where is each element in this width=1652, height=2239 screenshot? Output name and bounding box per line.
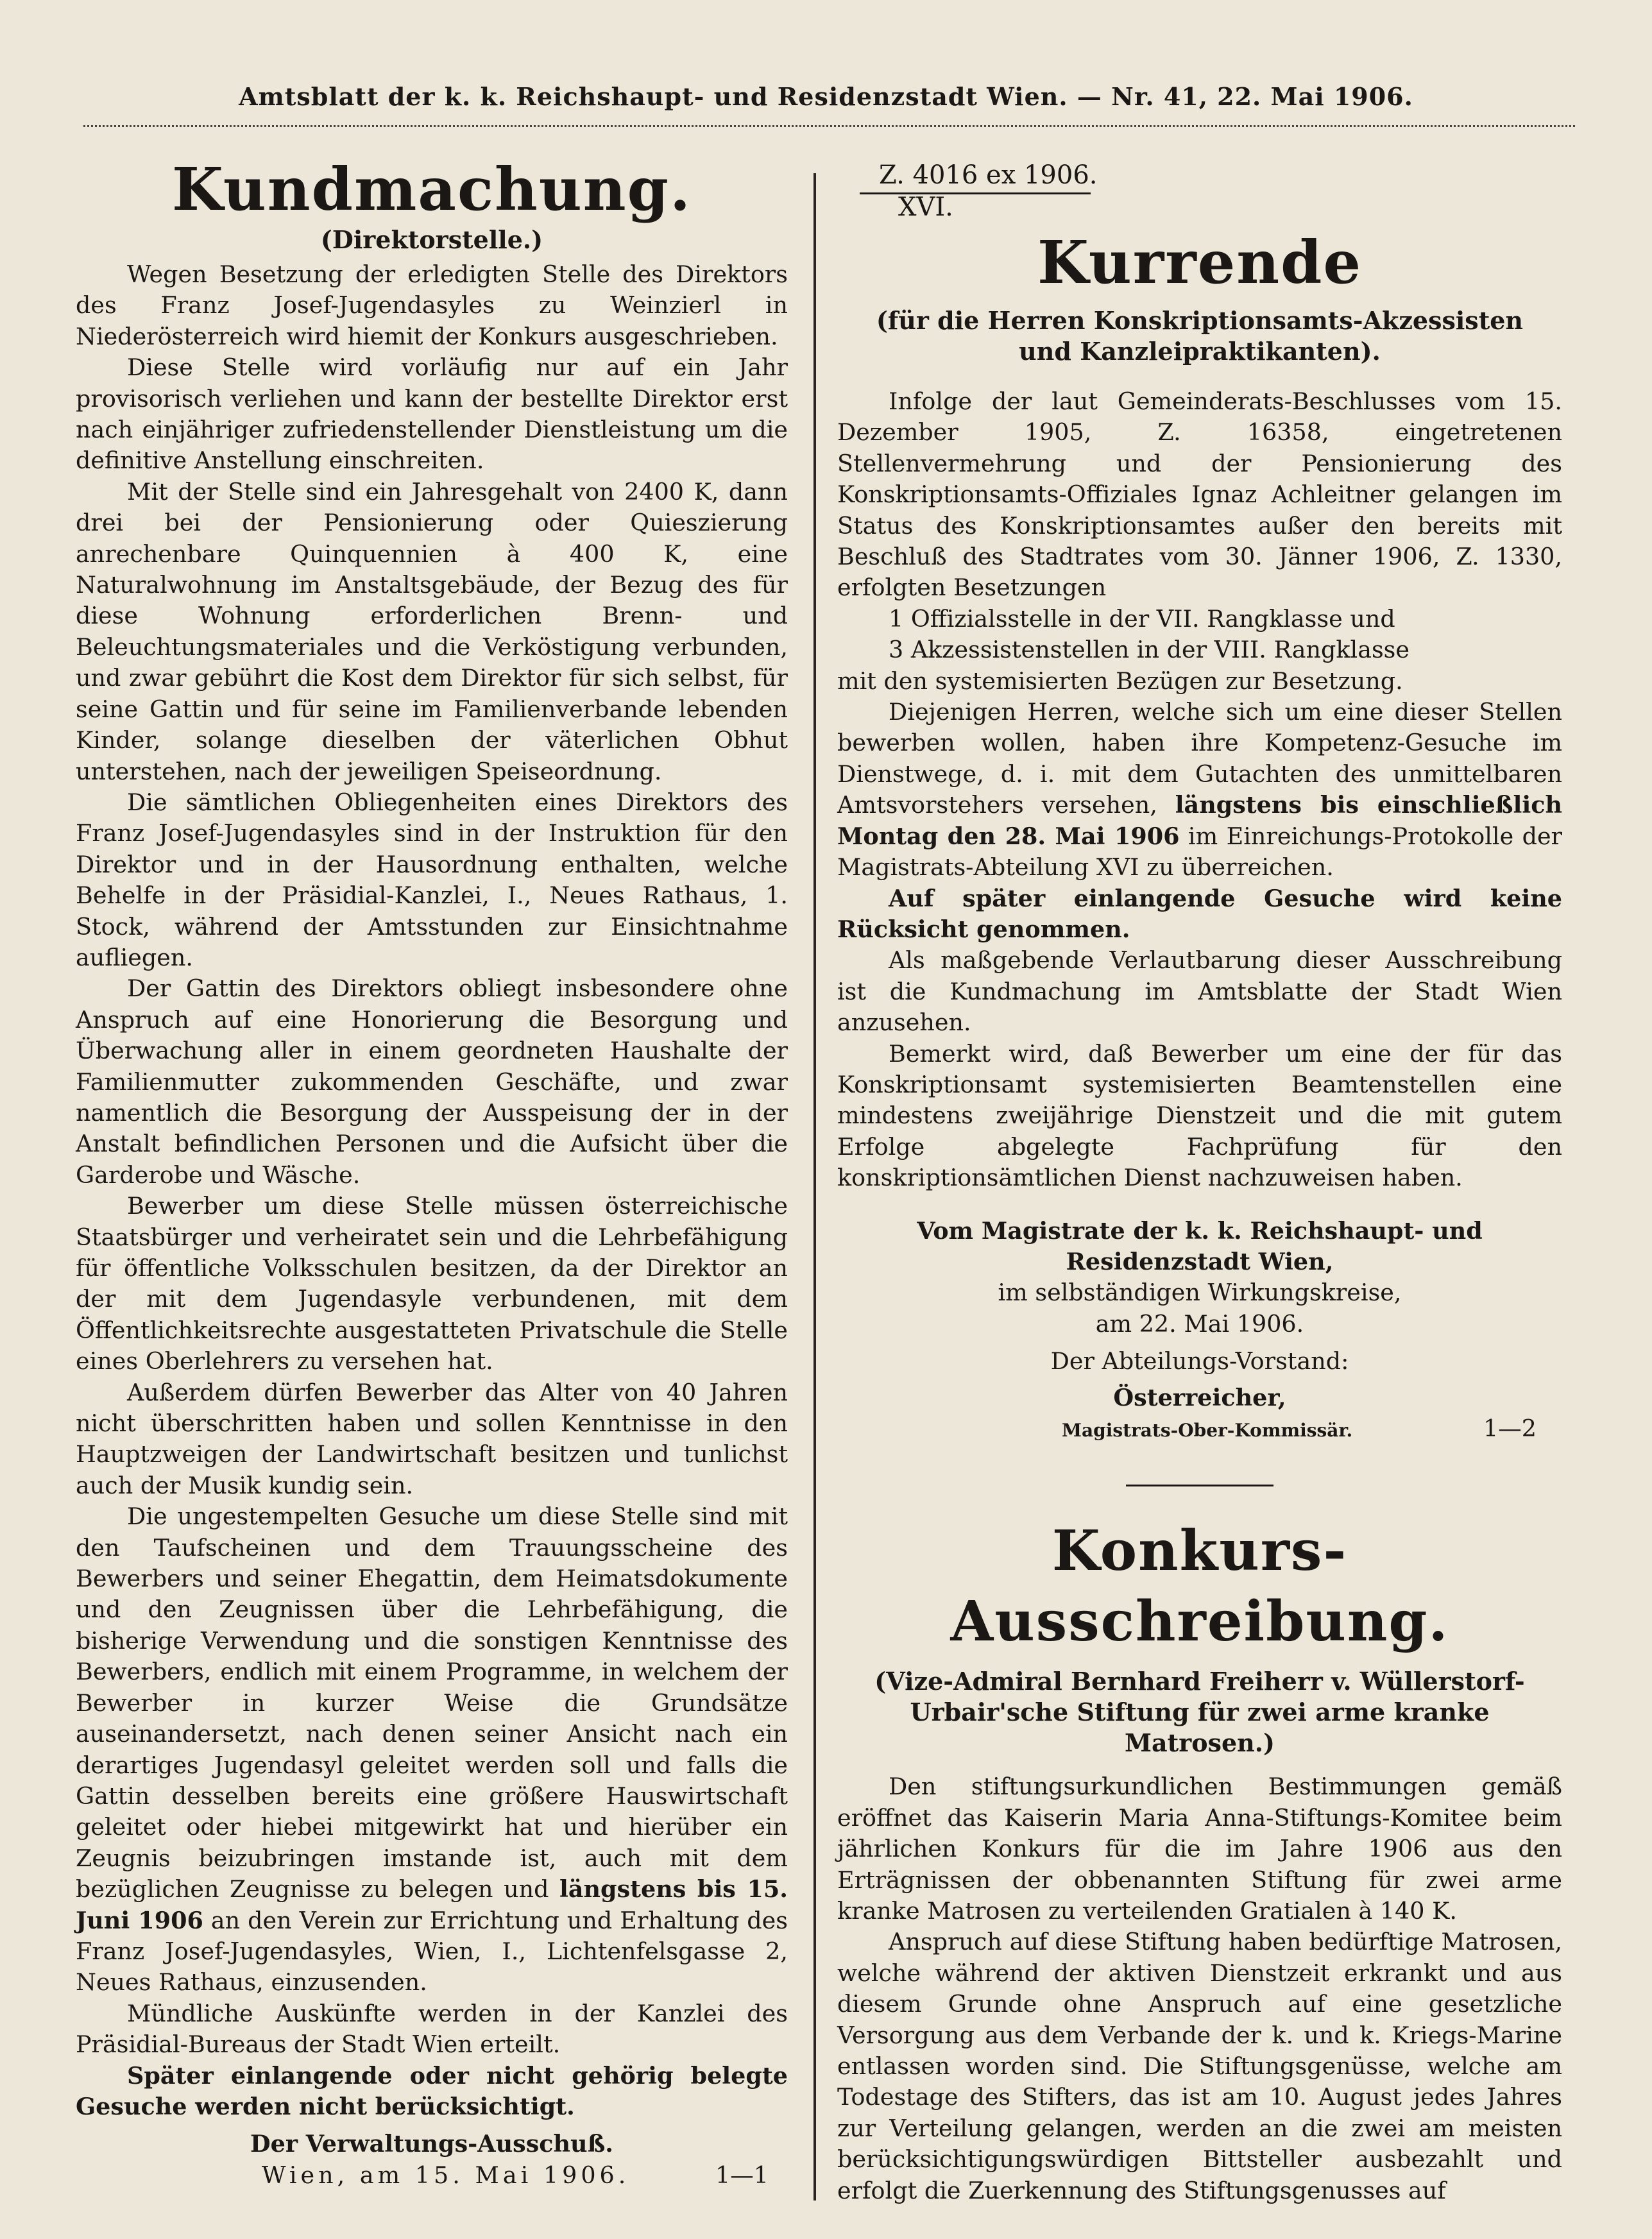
- paragraph: Als maßgebende Verlautbarung dieser Ausschreibung ist die Kundmachung im Amtsblatte der Stadt Wien anzusehen.: [837, 946, 1562, 1037]
- paragraph: Die sämtlichen Obliegenheiten eines Direktors des Franz Josef-Jugendasyles sind in der Instruktion für den Direktor und in der Hausordnung enthalten, welche Behelfe in der Präsidial-Kanzlei, I., Neues Rathaus, 1. Stock, während der Amtsstunden zur Einsichtnahme aufliegen.: [76, 788, 788, 971]
- paragraph: Anspruch auf diese Stiftung haben bedürftige Matrosen, welche während der aktiven Dienstzeit erkrankt und aus diesem Grunde ohne Anspruch auf eine gesetzliche Versorgung aus dem Verbande der k. und k. Kriegs-Marine entlassen worden sind. Die Stiftungsgenüsse, welche am Todestage des Stifters, das ist am 10. August jedes Jahres zur Verteilung gelangen, werden an die zwei am meisten berücksichtigungswürdigen Bittsteller ausbezahlt und erfolgt die Zuerkennung des Stiftungsgenusses auf: [837, 1928, 1562, 2204]
- paragraph: Bemerkt wird, daß Bewerber um eine der für das Konskriptionsamt systemisierten Beamtenstellen eine mindestens zweijährige Dienstzeit und die mit gutem Erfolge abgelegte Fachprüfung für den konskriptionsämtlichen Dienst nachzuweisen haben.: [837, 1039, 1562, 1192]
- ref-number: Z. 4016 ex 1906.: [879, 160, 1098, 190]
- paragraph: Bewerber um diese Stelle müssen österreichische Staatsbürger und verheiratet sein und die Lehrbefähigung für öffentliche Volksschulen besitzen, da der Direktor an der mit dem Jugendasyle verbundenen, mit dem Öffentlichkeitsrechte ausgestatteten Privatschule die Stelle eines Oberlehrers zu versehen hat.: [76, 1192, 788, 1375]
- konkurs-subtitle: (Vize-Admiral Bernhard Freiherr v. Wüllerstorf-Urbair'sche Stiftung für zwei arme kranke Matrosen.): [874, 1667, 1525, 1758]
- kundmachung-title: Kundmachung.: [171, 155, 692, 224]
- paragraph: Diese Stelle wird vorläufig nur auf ein Jahr provisorisch verliehen und kann der bestellte Direktor erst nach einjähriger zufriedenstellender Dienstleistung um die definitive Anstellung einschreiten.: [76, 353, 788, 475]
- kurrende-body: [837, 386, 1562, 1486]
- paragraph: [76, 1501, 788, 1998]
- konkurs-title: Konkurs-Ausschreibung.: [950, 1519, 1449, 1655]
- header-rule: [83, 125, 1575, 127]
- deadline-text: längstens bis einschließlich Montag den 28. Mai 1906: [837, 791, 1563, 850]
- signature: Der Verwaltungs-Ausschuß.: [250, 2130, 614, 2158]
- official-name: Österreicher,: [1113, 1383, 1286, 1411]
- paragraph: Mündliche Auskünfte werden in der Kanzlei des Präsidial-Bureaus der Stadt Wien erteilt.: [76, 1999, 788, 2059]
- deadline-text: längstens bis 15. Juni 1906: [76, 1875, 788, 1934]
- date-line: am 22. Mai 1906.: [1095, 1309, 1304, 1338]
- paragraph: mit den systemisierten Bezügen zur Besetzung.: [837, 667, 1403, 695]
- text-run: Die ungestempelten Gesuche um diese Stelle sind mit den Taufscheinen und dem Trauungsscheine des Bewerbers und seiner Ehegattin, dem Heimatsdokumente und den Zeugnissen über die Lehrbefähigung, die bisherige Verwendung und die sonstigen Kenntnisse des Bewerbers, endlich mit einem Programme, in welchem der Bewerber in kurzer Weise die Grundsätze auseinandersetzt, nach denen seiner Ansicht nach ein derartiges Jugendasyl geleitet werden soll und falls die Gattin desselben bereits eine größere Hauswirtschaft geleitet oder hiebei mitgewirkt hat und hierüber ein Zeugnis beizubringen imstande ist, auch mit dem bezüglichen Zeugnisse zu belegen und: [76, 1503, 788, 1903]
- late-notice: Auf später einlangende Gesuche wird keine Rücksicht genommen.: [837, 884, 1562, 943]
- paragraph: Der Gattin des Direktors obliegt insbesondere ohne Anspruch auf eine Honorierung die Besorgung und Überwachung aller in einem geordneten Haushalte der Familienmutter zukommenden Geschäfte, und zwar namentlich die Besorgung der Ausspeisung der in der Anstalt befindlichen Personen und die Aufsicht über die Garderobe und Wäsche.: [76, 975, 788, 1189]
- kundmachung-subtitle: (Direktorstelle.): [320, 225, 543, 254]
- vorstand-line: Der Abteilungs-Vorstand:: [1050, 1347, 1349, 1375]
- reference-dept: XVI.: [898, 192, 953, 222]
- text-run: im Einreichungs-Protokolle der Magistrats-Abteilung XVI zu überreichen.: [837, 822, 1562, 881]
- paragraph: Infolge der laut Gemeinderats-Beschlusses vom 15. Dezember 1905, Z. 16358, eingetretenen Stellenvermehrung und der Pensionierung des Konskriptionsamts-Offiziales Ignaz Achleitner gelangen im Status des Konskriptionsamtes außer den bereits mit Beschluß des Stadtrates vom 30. Jänner 1906, Z. 1330, erfolgten Besetzungen: [837, 387, 1562, 602]
- magistrate-line: Vom Magistrate der k. k. Reichshaupt- und Residenzstadt Wien,: [917, 1216, 1483, 1275]
- left-column: [76, 154, 788, 2191]
- right-column: [837, 154, 1562, 2206]
- paragraph: Den stiftungsurkundlichen Bestimmungen gemäß eröffnet das Kaiserin Maria Anna-Stiftungs-Komitee beim jährlichen Konkurs für die im Jahre 1906 aus den Erträgnissen der obbenannten Stiftung für zwei arme kranke Matrosen zu verteilenden Gratialen à 140 K.: [837, 1773, 1562, 1925]
- list-item: 1 Offizialsstelle in der VII. Rangklasse und: [889, 604, 1395, 633]
- official-rank: Magistrats-Ober-Kommissär.: [1062, 1420, 1353, 1441]
- wirkungskreis: im selbständigen Wirkungskreise,: [998, 1279, 1402, 1307]
- kurrende-subtitle: (für die Herren Konskriptionsamts-Akzessisten und Kanzleipraktikanten).: [876, 306, 1524, 366]
- konkurs-body: [837, 1771, 1562, 2206]
- paragraph: Außerdem dürfen Bewerber das Alter von 40 Jahren nicht überschritten haben und sollen Kenntnisse in den Hauptzweigen der Landwirtschaft besitzen und tunlichst auch der Musik kundig sein.: [76, 1378, 788, 1499]
- place-date: Wien, am 15. Mai 1906.: [262, 2161, 630, 2189]
- list-item: 3 Akzessistenstellen in der VIII. Rangklasse: [889, 636, 1410, 664]
- paragraph: Wegen Besetzung der erledigten Stelle des Direktors des Franz Josef-Jugendasyles zu Weinzierl in Niederösterreich wird hiemit der Konkurs ausgeschrieben.: [76, 260, 788, 350]
- column-divider: [813, 173, 816, 2201]
- reference-number: [879, 159, 1562, 191]
- section-rule: [1126, 1485, 1273, 1486]
- kundmachung-body: [76, 259, 788, 2191]
- text-run: Diejenigen Herren, welche sich um eine dieser Stellen bewerben wollen, haben ihre Kompetenz-Gesuche im Dienstwege, d. i. mit dem Gutachten des unmittelbaren Amtsvorstehers versehen,: [837, 698, 1562, 819]
- kurrende-title: Kurrende: [1037, 228, 1363, 297]
- late-notice: Später einlangende oder nicht gehörig belegte Gesuche werden nicht berücksichtigt.: [76, 2061, 788, 2120]
- text-run: an den Verein zur Errichtung und Erhaltung des Franz Josef-Jugendasyles, Wien, I., Lichtenfelsgasse 2, Neues Rathaus, einzusenden.: [76, 1906, 788, 1996]
- paragraph: [837, 697, 1562, 883]
- place-date-row: [76, 2160, 788, 2191]
- page-header: Amtsblatt der k. k. Reichshaupt- und Residenzstadt Wien. — Nr. 41, 22. Mai 1906.: [239, 82, 1413, 111]
- notice-number: 1—1: [715, 2161, 769, 2189]
- paragraph: Mit der Stelle sind ein Jahresgehalt von 2400 K, dann drei bei der Pensionierung oder Quieszierung anrechenbare Quinquennien à 400 K, eine Naturalwohnung im Anstaltsgebäude, der Bezug des für diese Wohnung erforderlichen Brenn- und Beleuchtungsmateriales und die Verköstigung verbunden, und zwar gebührt die Kost dem Direktor für sich selbst, für seine Gattin und für seine im Familienverbande lebenden Kinder, solange dieselben der väterlichen Obhut unterstehen, nach der jeweiligen Speiseordnung.: [76, 477, 788, 785]
- notice-number: 1—2: [1483, 1415, 1537, 1442]
- rank-row: [837, 1413, 1562, 1446]
